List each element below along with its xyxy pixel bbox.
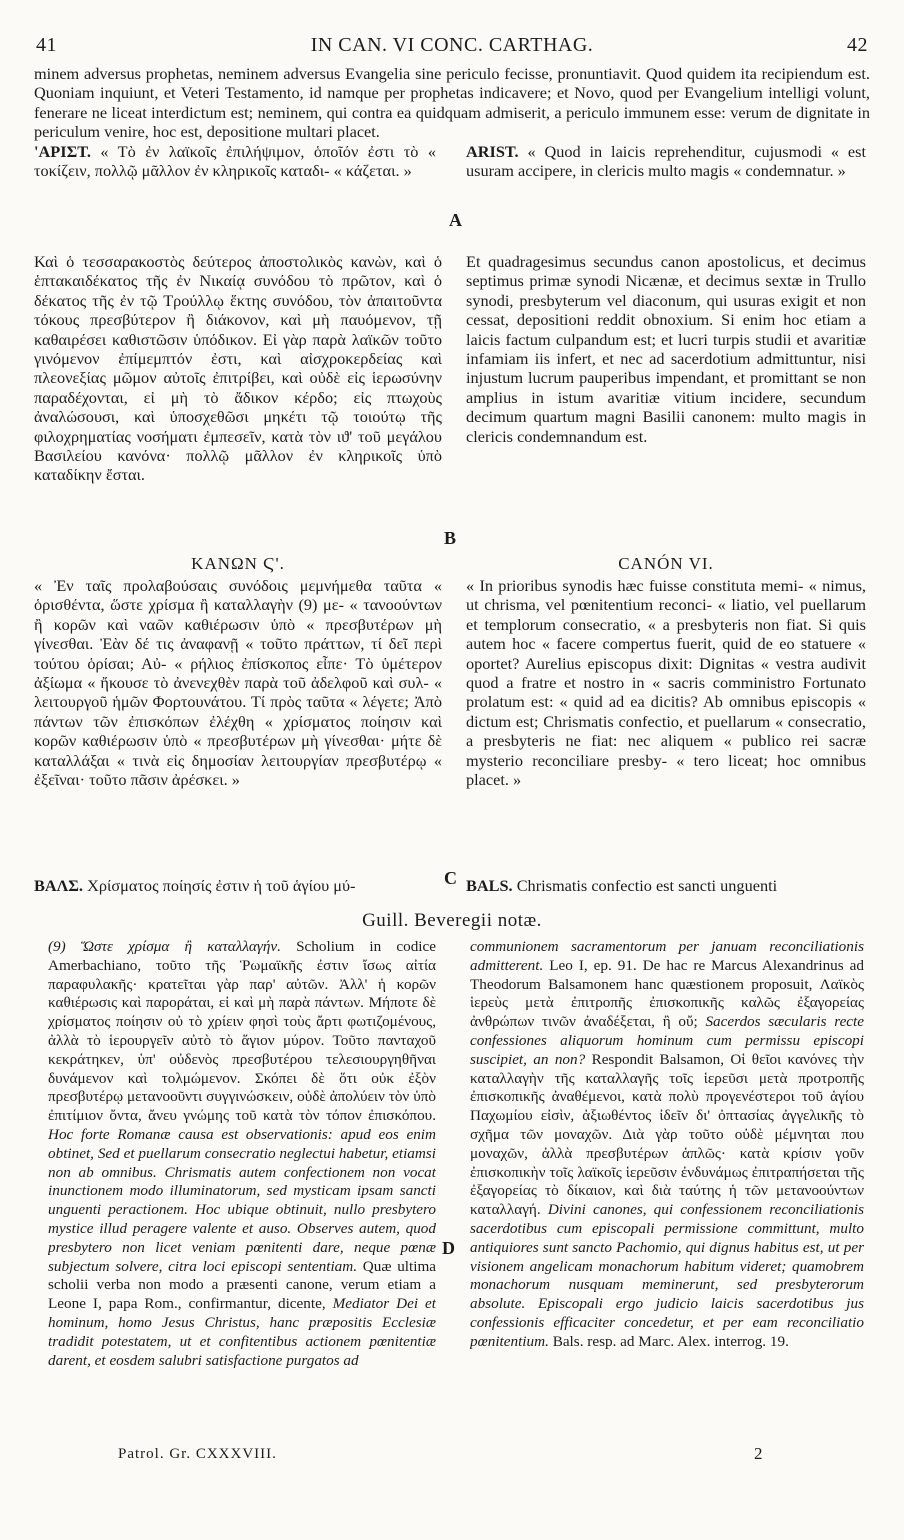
margin-marker-d: D — [442, 1238, 455, 1258]
note-leo-quote: Mediator Dei et hominum, homo Jesus Christus, hanc præpositis Ecclesiæ tradidit potestatem, ut et confitentibus actionem pœnitentiæ darent, et eosdem salubri satisfactione purgatos ad — [48, 1295, 436, 1369]
latin-arist — [466, 142, 866, 181]
running-title: IN CAN. VI CONC. CARTHAG. — [310, 34, 594, 56]
right-page-number: 42 — [847, 34, 868, 56]
left-page-number: 41 — [36, 34, 57, 56]
notes-right-column — [470, 938, 864, 1434]
latin-bals — [466, 876, 866, 895]
note-scholium: Scholium in codice Amerbachiano, τοῦτο τῆς Ῥωμαϊκῆς ἐστιν ἴσως αἰτία παραφυλακῆς· κρατεῖται γὰρ παρ' αὐτῶν. Ἀλλ' ἡ κορῶν καθιέρωσις καὶ παροράται, εἰ καὶ μὴ παρὰ πάντων. Μήποτε δὲ χρίσματος ποίησιν οὐ τὸ χρίειν φησὶ τοὺς ἄρτι φωτιζομένους, ἀλλὰ τὸ ἱερουργεῖν αὐτὸ τὸ ἅγιον μύρον. Τοῦτο πανταχοῦ κεκράτηκεν, ὑπ' οὐδενὸς πρεσβυτέρου τελεσιουργηθῆναι δυνάμενον καὶ τολμώμενον. Σκόπει δὲ ὅτι οὐκ ἐξὸν πρεσβυτέρῳ μετανοοῦντι συγγινώσκειν, οὐδὲ ἀπολύειν τὸν ὑπὸ ἐπιτίμιον ὄντα, ἄνευ γνώμης τοῦ κατὰ τὸν τόπον ἐπισκόπου. — [48, 938, 436, 1125]
intro-paragraph: minem adversus prophetas, neminem adversus Evangelia sine periculo fecisse, pronuntiavit. Quod quidem ita recipiendum est. Quoniam inquiunt, et Veteri Testamento, id namque per prophetas indicavere; et Novo, quod per Evangelium intelligi volunt, fenerare ne liceat interdictum est; neminem, qui contra ea quidquam admiserit, a periculo immunem esse: verum de dignitate in periculum venire, hoc est, depositione multari placet. — [34, 64, 870, 142]
notes-caption: Guill. Beveregii notæ. — [362, 910, 542, 931]
note-scholium-translation: Hoc forte Romanæ causa est observationis: apud eos enim obtinet, Sed et puellarum consecratio neglectui habetur, etiamsi non ab omnibus. Chrismatis autem confectionem non vocat inunctionem modo illuminatorum, sed mysticam ipsam sancti unguenti peractionem. Hoc ubique obtinuit, nullo presbytero mystice illud peragere valente et auso. Observes autem, quod presbytero non licet veniam pœnitenti dare, neque pœnæ subjectum solvere, citra loci episcopi sententiam. — [48, 1125, 436, 1275]
note-marcus-question-translation: Sacerdos sæcularis recte confessiones aliquorum hominum cum permissu episcopi suscipiet, an non? — [470, 1013, 864, 1068]
greek-arist — [34, 142, 436, 181]
latin-canon-title: CANÓN VI. — [618, 554, 714, 573]
greek-bals-text: Χρίσματος ποίησίς ἐστιν ἡ τοῦ ἁγίου μύ- — [87, 876, 356, 895]
greek-canon-title: ΚΑΝΩΝ Ϛ'. — [191, 554, 285, 573]
greek-bals-label: ΒΑΛΣ. — [34, 876, 84, 895]
notes-left-column — [48, 938, 436, 1434]
latin-bals-text: Chrismatis confectio est sancti unguenti — [516, 876, 778, 895]
latin-arist-text: « Quod in laicis reprehenditur, cujusmodi « est usuram accipere, in clericis multo magis « condemnatur. » — [466, 142, 866, 181]
greek-arist-label: 'ΑΡΙΣΤ. — [34, 142, 91, 161]
note-leo-quote-end: communionem sacramentorum per januam reconciliationis admitterent. — [470, 938, 864, 974]
sheet-number: 2 — [754, 1444, 764, 1463]
note-marcus-question: Leo I, ep. 91. De hac re Marcus Alexandrinus ad Theodorum Balsamonem hanc quæstionem proposuit, Λαϊκὸς ἱερεὺς μετὰ ἐπιτροπῆς ἐπισκοπικῆς καλῶς ἐξαγορείας ἀνθρώπων τινῶν ἀναδέξεται, ἢ οὔ; — [470, 956, 864, 1031]
margin-marker-b: B — [444, 528, 457, 548]
greek-canon-text: « Ἐν ταῖς προλαβούσαις συνόδοις μεμνήμεθα ταῦτα « ὁρισθέντα, ὥστε χρίσμα ἢ καταλλαγὴν (9) με- « τανοούντων ἢ κορῶν καὶ ναῶν καθιέρωσιν ὑπὸ « πρεσβυτέρων μὴ γίνεσθαι. Ἐὰν δέ τις ἀναφανῇ « τοῦτο πράττων, τί δεῖ περὶ τούτου ὁρίσαι; Αὐ- « ρήλιος ἐπίσκοπος εἶπε· Τὸ ὑμέτερον ἀξίωμα « ἤκουσε τὸ ἀνενεχθὲν παρὰ τοῦ ἀδελφοῦ καὶ συλ- « λειτουργοῦ ἡμῶν Φορτουνάτου. Τί πρὸς ταῦτα « λέγετε; Ἀπὸ πάντων τῶν ἐπισκόπων ἐλέχθη « χρίσματος ποίησιν καὶ κορῶν καθιέρωσιν ὑπὸ « πρεσβυτέρων μὴ γίνεσθαι· μήτε δὲ καταλλάξαι « τινὰ εἰς δημοσίαν λειτουργίαν πρεσβυτέρῳ « ἐξεῖναι· τοῦτο πᾶσιν ἀρέσκει. » — [34, 576, 442, 790]
margin-marker-c: C — [444, 868, 457, 888]
note-balsamon-answer: Respondit Balsamon, Οἱ θεῖοι κανόνες τὴν καταλλαγὴν τῆς καταλλαγῆς τοῖς ἱερεῦσι μετὰ προτροπῆς ἐπισκοπικῆς ἀναθέμενοι, κατὰ πολὺ προγενέστεροι τοῦ ἁγίου Παχωμίου εἰσὶν, ἀξιωθέντος ἰδεῖν δι' ὀπτασίας ἀγγελικῆς τὸ σχῆμα τῶν μοναχῶν. Διὰ γὰρ τοῦτο οὐδὲ μέμνηται που μοναχῶν, ἀλλὰ πρεσβυτέρων ἁπλῶς· κατὰ κρίσιν γοῦν ἐπισκοπικὴν τοῖς λαϊκοῖς ἱερεῦσιν ἐνδυνάμως ἐπιτραπήσεται τῆς ἐξαγορείας τὸ δίκαιον, καὶ διὰ ταύτης ἡ τῶν μετανοούντων καταλλαγή. — [470, 1050, 864, 1219]
greek-commentary: Καὶ ὁ τεσσαρακοστὸς δεύτερος ἀποστολικὸς κανὼν, καὶ ὁ ἑπτακαιδέκατος τῆς ἐν Νικαίᾳ συνόδου τὸ πρῶτον, καὶ ὁ δέκατος τῆς ἐν τῷ Τρούλλῳ ἕκτης συνόδου, τὸν ἀπαιτοῦντα τόκους πρεσβύτερον ἢ διάκονον, καὶ μὴ παυόμενον, τῇ καθαιρέσει καθιστῶσιν ὑπόδικον. Εἰ γὰρ παρὰ λαϊκῶν τοῦτο γινόμενον ἐπίμεμπτόν ἐστι, καὶ αἰσχροκερδείας καὶ πλεονεξίας μῶμον αὐτοῖς ἐπιτρίβει, καὶ οὐδὲ εἰς ἱερωσύνην παραδέχονται, εἰ μὴ τὸ ἄδικον κέρδο; εἰς πτωχοὺς ἀναλώσουσι, καὶ ὑποσχεθῶσι μηκέτι τῷ τοιούτῳ τῆς φιλοχρηματίας νοσήματι ἐμπεσεῖν, κατὰ τὸν ιϑ' τοῦ μεγάλου Βασιλείου κανόνα· πολλῷ μᾶλλον ἐν κληρικοῖς ὑπὸ καταδίκην ἔσται. — [34, 252, 442, 485]
latin-commentary: Et quadragesimus secundus canon apostolicus, et decimus septimus primæ synodi Nicænæ, et decimus sextæ in Trullo synodi, presbyterum vel diaconum, qui usuras exigit et non cessat, depositioni reddit obnoxium. Si enim hoc etiam a laicis factum culpandum est; et lucri turpis studii et avaritiæ infamiam iis infert, et nec ad sacerdotium admittuntur, nisi injustum lucrum pauperibus impendant, et promittant se non amplius in istum avaritiæ vitium incidere, secundum decimum quartum magni Basilii canonem: multo magis in clericis condemnandum est. — [466, 252, 866, 446]
latin-arist-label: ARIST. — [466, 142, 519, 161]
note-balsamon-reference: Bals. resp. ad Marc. Alex. interrog. 19. — [552, 1332, 789, 1350]
margin-marker-a: A — [449, 210, 462, 230]
note-lemma: (9) Ὥστε χρίσμα ἢ καταλλαγήν. — [48, 938, 281, 955]
signature-mark: Patrol. Gr. CXXXVIII. — [118, 1446, 277, 1462]
greek-bals — [34, 876, 442, 895]
latin-bals-label: BALS. — [466, 876, 513, 895]
latin-canon-text: « In prioribus synodis hæc fuisse constituta memi- « nimus, ut chrisma, vel pœnitentium reconci- « liatio, vel puellarum et templorum consecratio, « a presbyteris non fiat. Si quis autem hoc « facere compertus fuerit, quid de eo statuere « oportet? Aurelius episcopus dixit: Dignitas « vestra audivit quod a fratre et nostro in « sacris comministro Fortunato prolatum est: « quid ad ea dicitis? Ab omnibus episcopis « dictum est; Chrismatis confectio, et puellarum « consecratio, a presbyteris ne fiat: nec aliquem « publico rei sacræ mysterio reconciliare presby- « tero liceat; hoc omnibus placet. » — [466, 576, 866, 790]
running-header — [36, 34, 868, 60]
greek-arist-text: « Τὸ ἐν λαϊκοῖς ἐπιλήψιμον, ὁποῖόν ἐστι τὸ « τοκίζειν, πολλῷ μᾶλλον ἐν κληρικοῖς καταδι- « κάζεται. » — [34, 142, 436, 181]
note-balsamon-answer-translation: Divini canones, qui confessionem reconciliationis sacerdotibus cum episcopali permissione committunt, multo antiquiores sunt sancto Pachomio, qui dignus habitus est, ut per visionem angelicam monachorum habitum videret; quamobrem monachorum nusquam meminerunt, sed presbyterorum absolute. Episcopali ergo judicio laicis sacerdotibus jus confessionis efficaciter concedetur, et per eam reconciliatio pœnitentium. — [470, 1201, 864, 1350]
note-leo-reference: Quæ ultima scholii verba non modo a præsenti canone, verum etiam a Leone I, papa Rom., confirmantur, dicente, — [48, 1257, 436, 1313]
